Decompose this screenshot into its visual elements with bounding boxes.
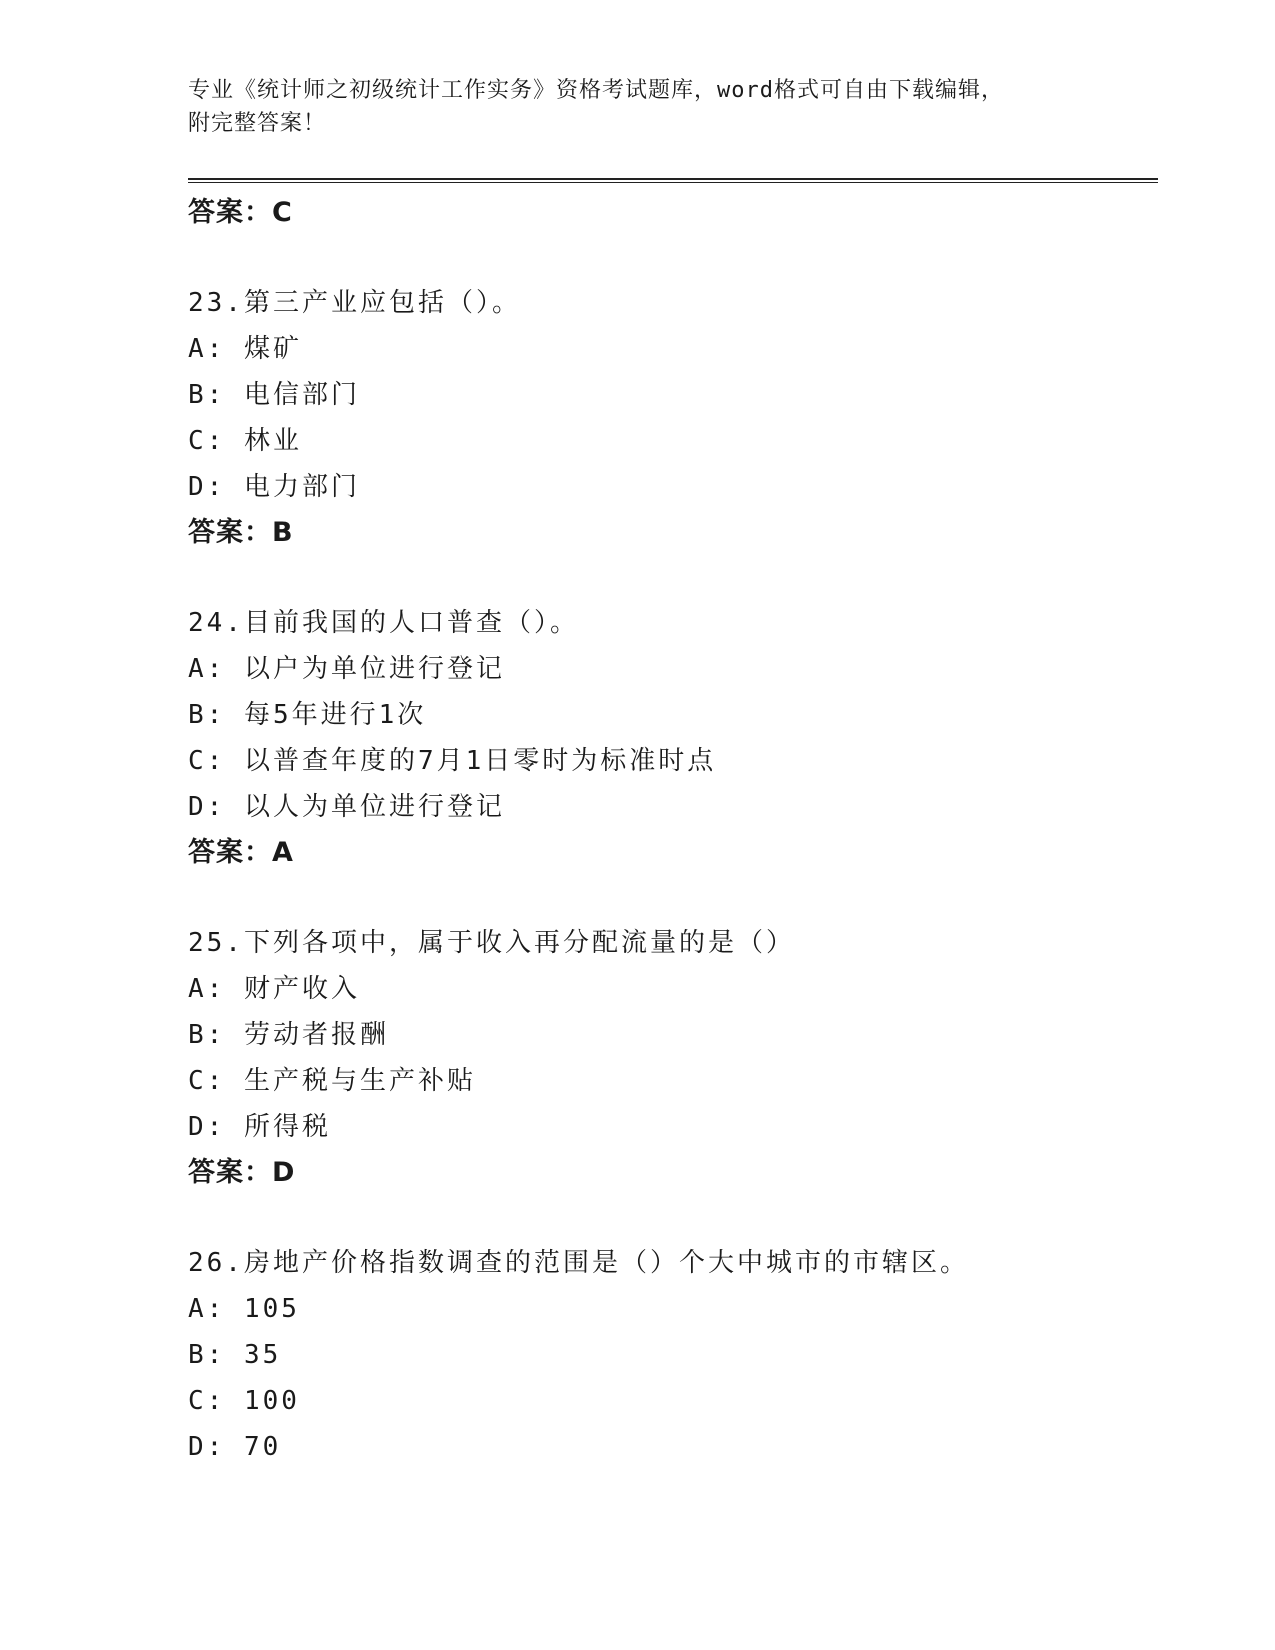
question-stem: 26.房地产价格指数调查的范围是（）个大中城市的市辖区。 <box>188 1248 969 1278</box>
option-a: A: 煤矿 <box>188 334 302 364</box>
option-b: B: 35 <box>188 1340 282 1370</box>
question-24 <box>188 600 1158 876</box>
question-list <box>188 190 1158 1470</box>
option-c: C: 林业 <box>188 426 302 456</box>
header-line-2: 附完整答案！ <box>188 111 327 136</box>
answer-line: 答案：A <box>188 837 294 868</box>
answer-line: 答案：D <box>188 1157 296 1188</box>
option-a: A: 105 <box>188 1294 300 1324</box>
question-26 <box>188 1240 1158 1470</box>
spacer <box>188 236 1158 280</box>
question-stem: 23.第三产业应包括（）。 <box>188 288 521 318</box>
question-stem: 25.下列各项中，属于收入再分配流量的是（） <box>188 928 795 958</box>
question-25 <box>188 920 1158 1196</box>
option-d: D: 电力部门 <box>188 472 360 502</box>
question-23 <box>188 280 1158 556</box>
option-c: C: 生产税与生产补贴 <box>188 1066 476 1096</box>
answer-line: 答案：B <box>188 517 294 548</box>
spacer <box>188 876 1158 920</box>
spacer <box>188 556 1158 600</box>
option-b: B: 电信部门 <box>188 380 360 410</box>
header-divider <box>188 178 1158 183</box>
option-a: A: 以户为单位进行登记 <box>188 654 505 684</box>
spacer <box>188 1196 1158 1240</box>
document-header <box>188 74 1068 140</box>
previous-answer: 答案：C <box>188 197 293 228</box>
option-d: D: 70 <box>188 1432 282 1462</box>
question-stem: 24.目前我国的人口普查（）。 <box>188 608 579 638</box>
option-d: D: 以人为单位进行登记 <box>188 792 505 822</box>
option-a: A: 财产收入 <box>188 974 360 1004</box>
option-b: B: 劳动者报酬 <box>188 1020 389 1050</box>
header-line-1: 专业《统计师之初级统计工作实务》资格考试题库，word格式可自由下载编辑， <box>188 78 1004 103</box>
option-c: C: 100 <box>188 1386 300 1416</box>
option-c: C: 以普查年度的7月1日零时为标准时点 <box>188 746 717 776</box>
option-d: D: 所得税 <box>188 1112 331 1142</box>
option-b: B: 每5年进行1次 <box>188 700 427 730</box>
